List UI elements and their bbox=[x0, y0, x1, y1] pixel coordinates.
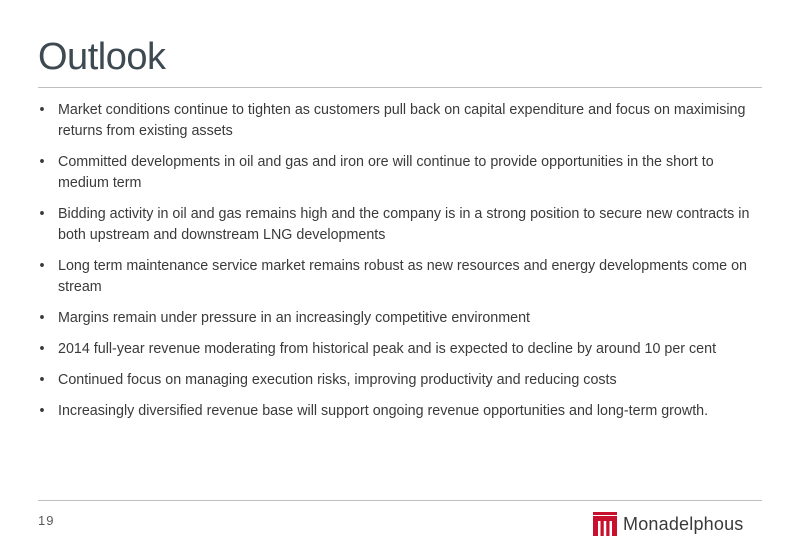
list-item bbox=[36, 401, 766, 422]
list-item bbox=[36, 339, 766, 360]
bullet-text: Increasingly diversified revenue base will support ongoing revenue opportunities and long-term growth. bbox=[58, 403, 709, 419]
monadelphous-logo-icon bbox=[593, 512, 617, 536]
bullet-list bbox=[36, 100, 766, 432]
bullet-icon: • bbox=[39, 341, 45, 357]
bullet-icon: • bbox=[39, 102, 45, 118]
bullet-text: Committed developments in oil and gas and iron ore will continue to provide opportunities in the short to medium term bbox=[58, 154, 714, 191]
bullet-text: Bidding activity in oil and gas remains high and the company is in a strong position to secure new contracts in both upstream and downstream LNG developments bbox=[58, 206, 750, 243]
list-item bbox=[36, 370, 766, 391]
list-item bbox=[36, 308, 766, 329]
bullet-icon: • bbox=[39, 403, 45, 419]
list-item bbox=[36, 204, 766, 246]
list-item bbox=[36, 152, 766, 194]
bullet-icon: • bbox=[39, 372, 45, 388]
list-item bbox=[36, 256, 766, 298]
bullet-icon: • bbox=[39, 154, 45, 170]
bullet-text: Market conditions continue to tighten as customers pull back on capital expenditure and focus on maximising returns from existing assets bbox=[58, 102, 746, 139]
bullet-icon: • bbox=[39, 206, 45, 222]
bullet-text: Long term maintenance service market remains robust as new resources and energy developments come on stream bbox=[58, 258, 747, 295]
bullet-text: 2014 full-year revenue moderating from historical peak and is expected to decline by around 10 per cent bbox=[58, 341, 717, 357]
bullet-icon: • bbox=[39, 258, 45, 274]
bullet-text: Continued focus on managing execution risks, improving productivity and reducing costs bbox=[58, 372, 617, 388]
page-number: 19 bbox=[38, 513, 55, 528]
company-logo bbox=[593, 512, 744, 536]
footer-divider bbox=[38, 500, 762, 501]
bullet-icon: • bbox=[39, 310, 45, 326]
bullet-text: Margins remain under pressure in an increasingly competitive environment bbox=[58, 310, 531, 326]
list-item bbox=[36, 100, 766, 142]
logo-text: Monadelphous bbox=[623, 513, 744, 534]
slide-title: Outlook bbox=[38, 36, 166, 78]
title-divider bbox=[38, 87, 762, 88]
